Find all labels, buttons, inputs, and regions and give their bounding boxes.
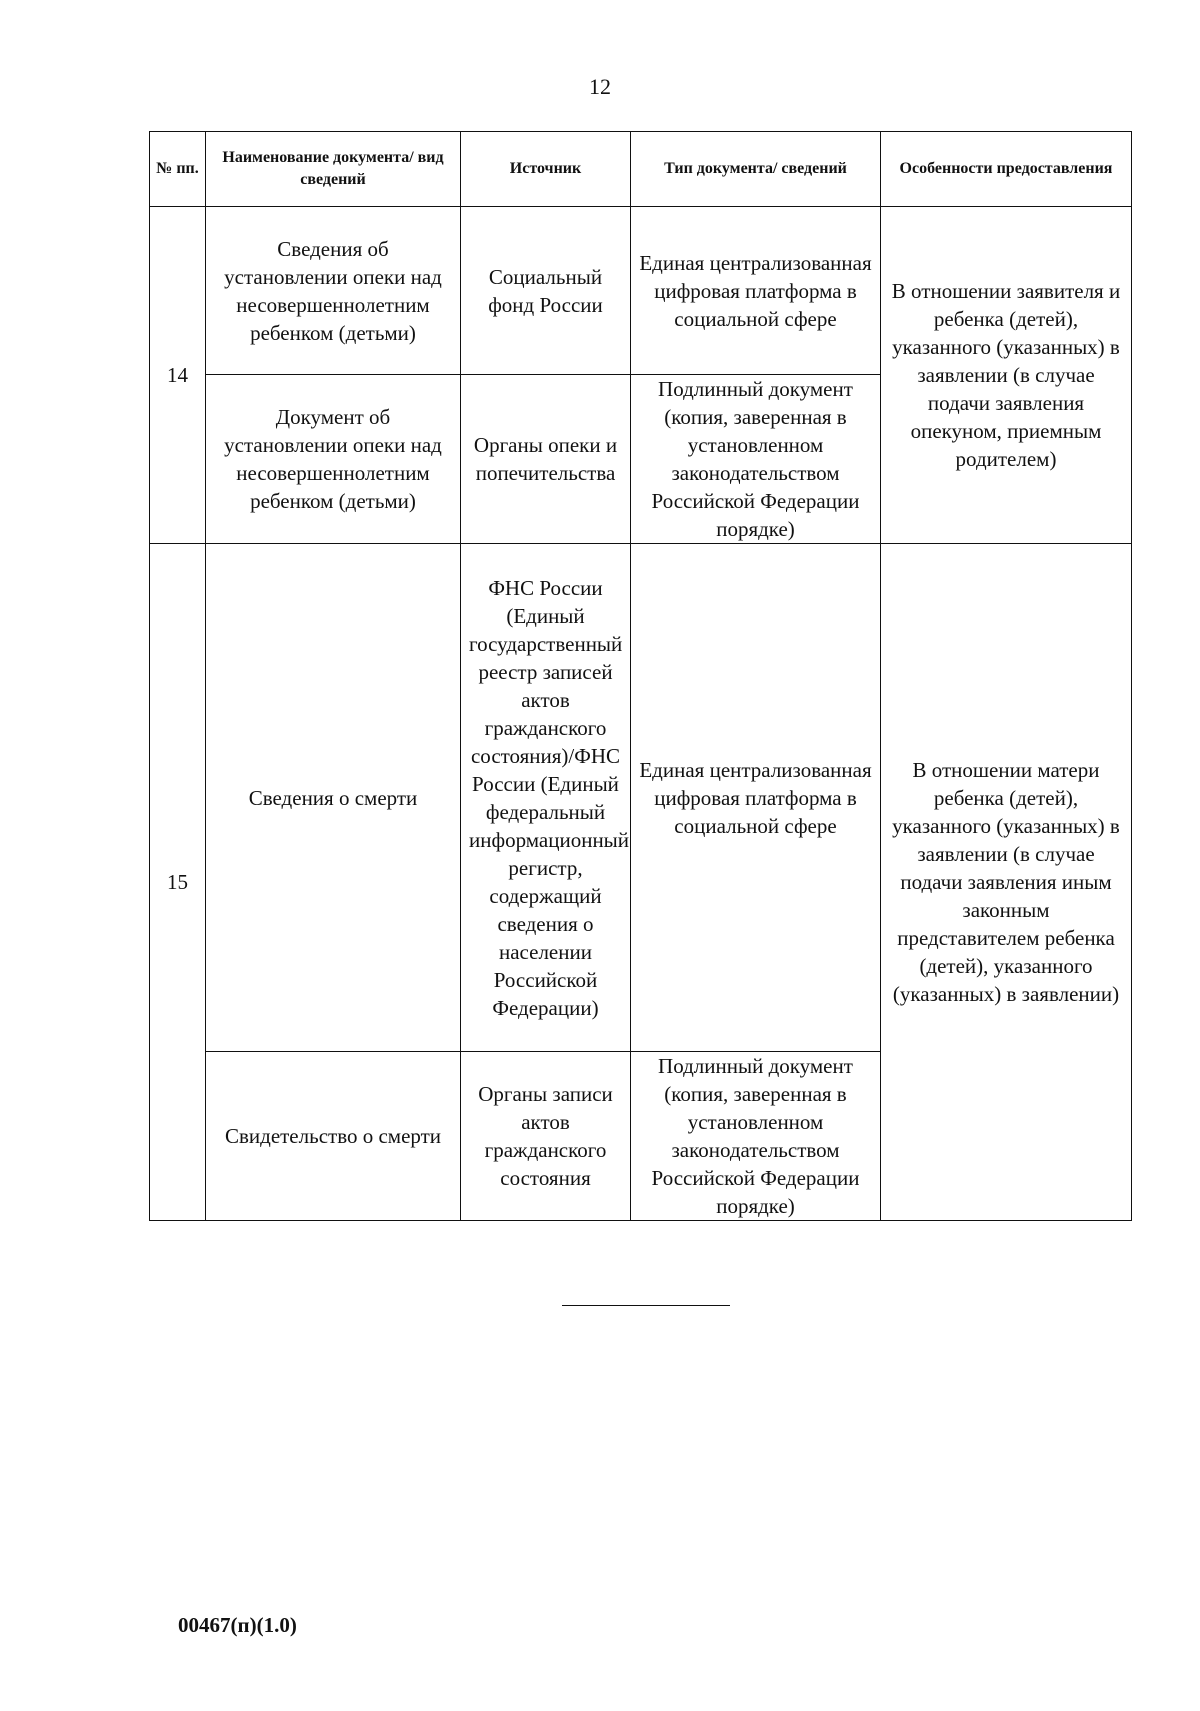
document-type-cell: Единая централизованная цифровая платформа в социальной сфере (631, 544, 881, 1052)
document-name-cell: Документ об установлении опеки над несовершеннолетним ребенком (детьми) (206, 375, 461, 544)
table-header-row (150, 132, 1132, 207)
source-cell: Социальный фонд России (461, 207, 631, 375)
page-number: 12 (589, 74, 611, 99)
document-code: 00467(п)(1.0) (178, 1613, 297, 1637)
source-cell: Органы опеки и попечительства (461, 375, 631, 544)
document-type-cell: Подлинный документ (копия, заверенная в установленном законодательством Российской Федерации порядке) (631, 1052, 881, 1221)
table-row (150, 544, 1132, 1052)
header-features: Особенности предоставления (881, 132, 1132, 207)
source-cell: ФНС России (Единый государственный реестр записей актов гражданского состояния)/ФНС России (Единый федеральный информационный регистр, содержащий сведения о населении Российской Федерации) (461, 544, 631, 1052)
document-name-cell: Сведения об установлении опеки над несовершеннолетним ребенком (детьми) (206, 207, 461, 375)
row-number: 15 (150, 544, 206, 1221)
document-type-cell: Единая централизованная цифровая платформа в социальной сфере (631, 207, 881, 375)
document-type-cell: Подлинный документ (копия, заверенная в установленном законодательством Российской Федерации порядке) (631, 375, 881, 544)
header-document-name: Наименование документа/ вид сведений (206, 132, 461, 207)
header-number: № пп. (150, 132, 206, 207)
header-document-type: Тип документа/ сведений (631, 132, 881, 207)
document-name-cell: Свидетельство о смерти (206, 1052, 461, 1221)
features-cell: В отношении заявителя и ребенка (детей), указанного (указанных) в заявлении (в случае подачи заявления опекуном, приемным родителем) (881, 207, 1132, 544)
document-name-cell: Сведения о смерти (206, 544, 461, 1052)
documents-table (149, 131, 1132, 1221)
source-cell: Органы записи актов гражданского состояния (461, 1052, 631, 1221)
header-source: Источник (461, 132, 631, 207)
end-of-table-rule (562, 1305, 730, 1306)
table-row (150, 207, 1132, 375)
row-number: 14 (150, 207, 206, 544)
features-cell: В отношении матери ребенка (детей), указанного (указанных) в заявлении (в случае подачи заявления иным законным представителем ребенка (детей), указанного (указанных) в заявлении) (881, 544, 1132, 1221)
